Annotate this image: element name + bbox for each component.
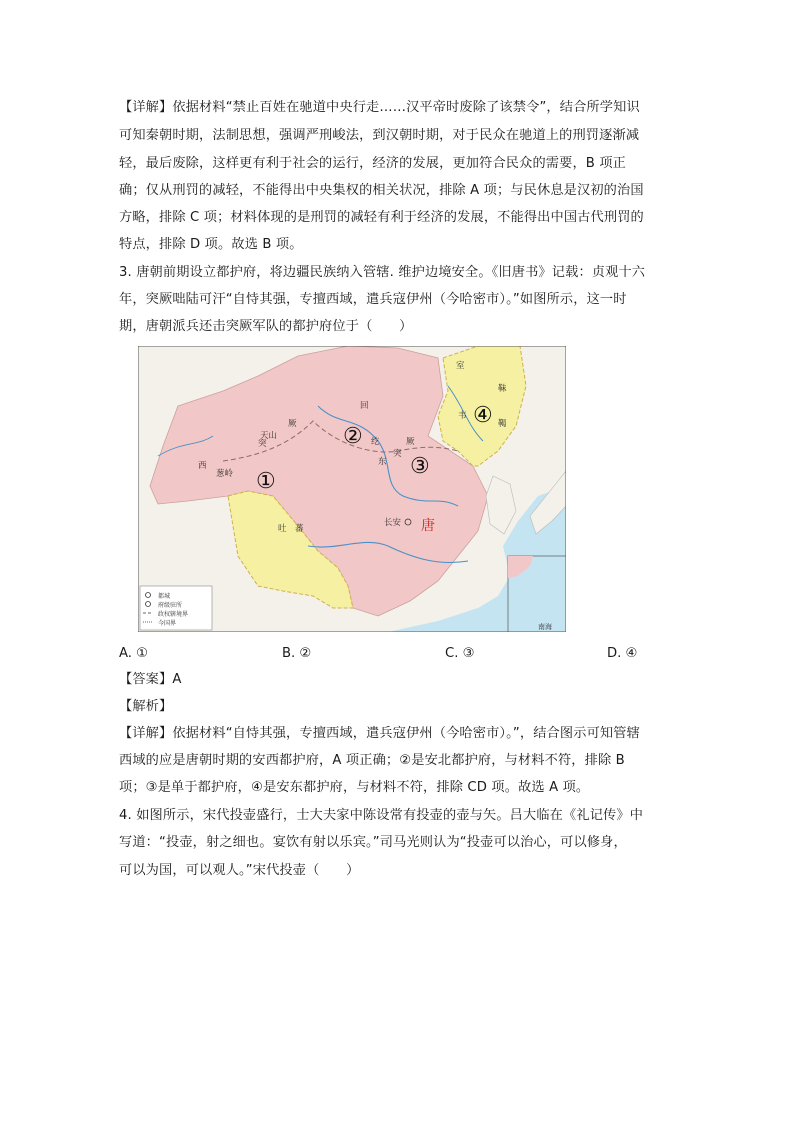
marker-4: ④ xyxy=(473,403,493,428)
jue1-label: 厥 xyxy=(288,419,297,429)
legend-item: 府级驻所 xyxy=(158,602,183,609)
wei-label: 韦 xyxy=(458,411,467,421)
question-4-stem: 4. 如图所示，宋代投壶盛行，士大夫家中陈设常有投壶的壶与矢。吕大临在《礼记传》中 xyxy=(119,808,644,823)
text-line: 可以为国，可以观人。”宋代投壶（ ） xyxy=(119,863,360,878)
text-line: 项；③是单于都护府，④是安东都护府，与材料不符，排除 CD 项。故选 A 项。 xyxy=(119,780,590,795)
marker-3: ③ xyxy=(410,454,430,479)
option-c[interactable]: C. ③ xyxy=(445,646,475,661)
tu1-label: 突 xyxy=(258,439,267,449)
legend-item: 都城 xyxy=(158,593,171,600)
tang-map-svg xyxy=(138,346,566,632)
ge-label: 纥 xyxy=(371,437,380,447)
answer-line: 【答案】A xyxy=(119,672,182,687)
text-line: 写道：“投壶，射之细也。宴饮有射以乐宾。”司马光则认为“投壶可以治心，可以修身， xyxy=(119,835,627,850)
tianshan-label: 天山 xyxy=(260,431,278,441)
tubo-label: 吐 蕃 xyxy=(278,524,304,534)
changan-label: 长安 xyxy=(384,518,402,528)
question-3-stem: 3. 唐朝前期设立都护府，将边疆民族纳入管辖. 维护边境安全。《旧唐书》记载：贞观十六 xyxy=(119,265,646,280)
tang-map-figure xyxy=(138,346,566,632)
marker-1: ① xyxy=(256,469,276,494)
marker-2: ② xyxy=(343,424,363,449)
text-line: 方略，排除 C 项；材料体现的是刑罚的减轻有利于经济的发展，不能得出中国古代刑罚的 xyxy=(119,210,644,225)
legend-item: 政权辖境界 xyxy=(158,611,189,618)
text-line: 期，唐朝派兵还击突厥军队的都护府位于（ ） xyxy=(119,319,413,334)
xi-label: 西 xyxy=(198,461,207,471)
text-line: 【详解】依据材料“自恃其强，专擅西域，遣兵寇伊州（今哈密市）。”，结合图示可知管辖 xyxy=(119,726,640,741)
shi-label: 室 xyxy=(456,361,465,371)
analysis-heading: 【解析】 xyxy=(119,699,173,714)
legend-item: 今国界 xyxy=(158,620,177,627)
text-line: 【详解】依据材料“禁止百姓在驰道中央行走……汉平帝时废除了该禁令”，结合所学知识 xyxy=(119,100,640,115)
jue2-label: 厥 xyxy=(406,437,415,447)
congling-label: 葱岭 xyxy=(216,469,234,479)
text-line: 可知秦朝时期，法制思想，强调严刑峻法，到汉朝时期，对于民众在驰道上的刑罚逐渐减 xyxy=(119,128,640,143)
tang-label: 唐 xyxy=(421,518,435,534)
option-a[interactable]: A. ① xyxy=(119,646,148,661)
dong-label: 东 xyxy=(378,457,387,467)
text-line: 轻，最后废除，这样更有利于社会的运行，经济的发展，更加符合民众的需要，B 项正 xyxy=(119,156,627,171)
option-b[interactable]: B. ② xyxy=(282,646,312,661)
tu2-label: 突 xyxy=(393,449,402,459)
text-line: 确；仅从刑罚的减轻，不能得出中央集权的相关状况，排除 A 项；与民休息是汉初的治国 xyxy=(119,183,644,198)
hui-label: 回 xyxy=(360,401,369,411)
text-line: 西域的应是唐朝时期的安西都护府，A 项正确；②是安北都护府，与材料不符，排除 B xyxy=(119,753,625,768)
nanhai-label: 南海 xyxy=(538,623,552,631)
text-line: 特点，排除 D 项。故选 B 项。 xyxy=(119,237,303,252)
text-line: 年，突厥咄陆可汗“自恃其强，专擅西域，遣兵寇伊州（今哈密市）。”如图所示，这一时 xyxy=(119,292,627,307)
option-d[interactable]: D. ④ xyxy=(607,646,638,661)
mo-label: 靺 xyxy=(498,384,507,394)
he-label: 鞨 xyxy=(498,419,507,429)
